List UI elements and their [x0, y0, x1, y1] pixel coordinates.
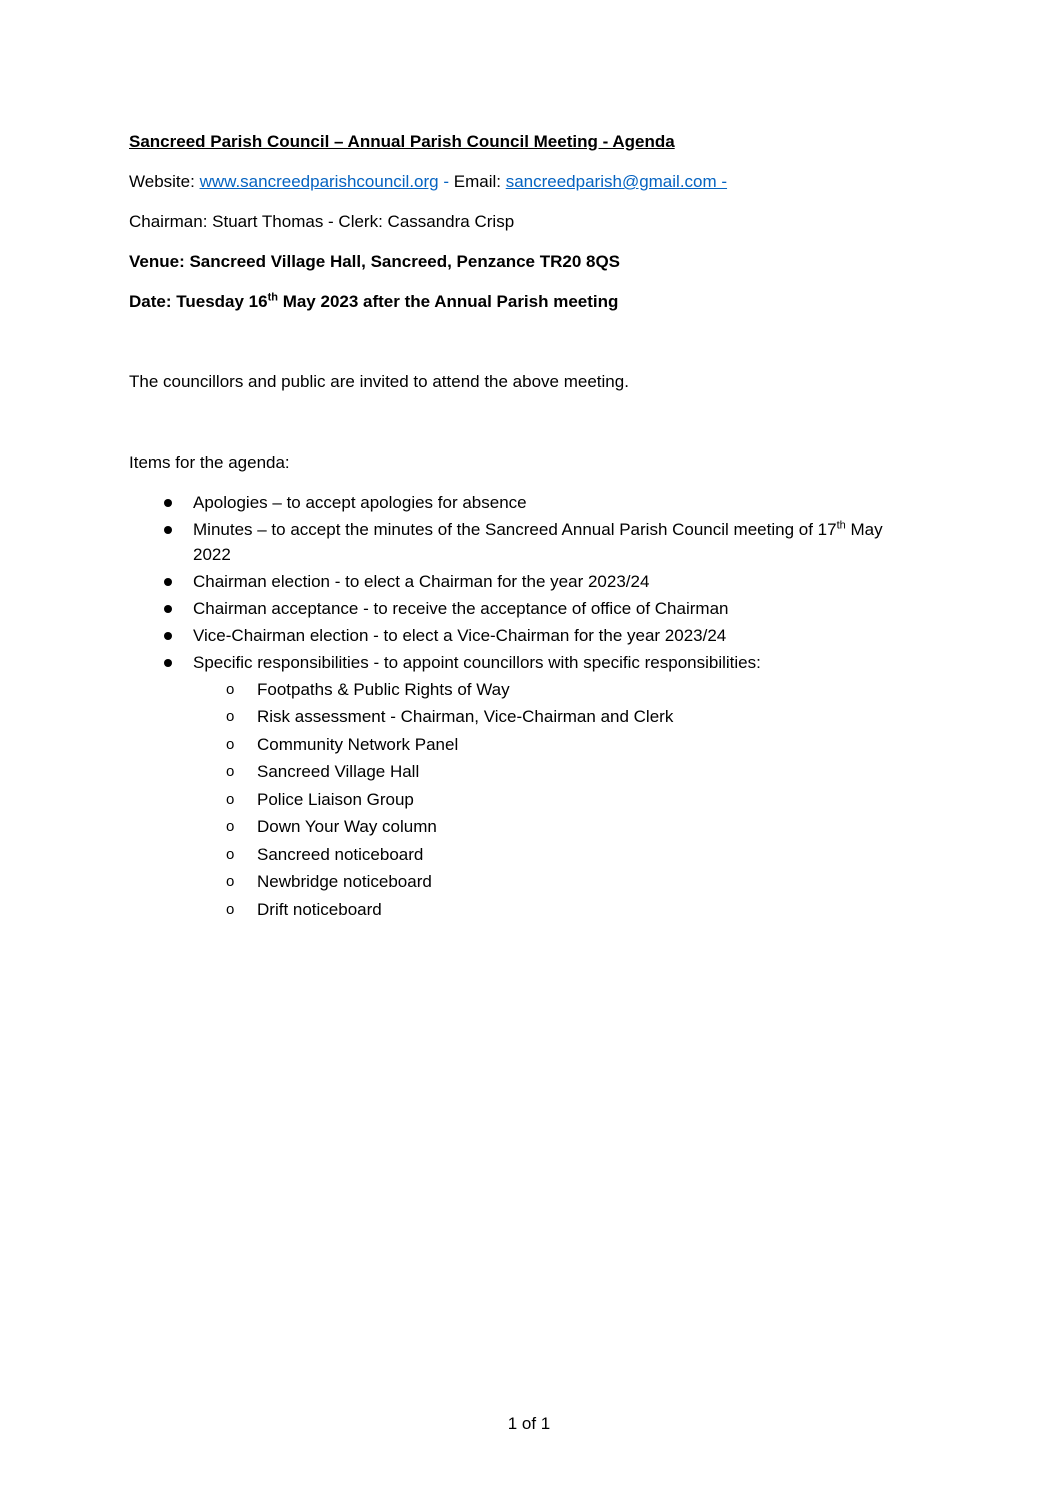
officers-line: Chairman: Stuart Thomas - Clerk: Cassandra Crisp	[129, 212, 515, 231]
subitem-marker: o	[226, 818, 235, 835]
subitem: Risk assessment - Chairman, Vice-Chairman and Clerk	[257, 707, 674, 726]
subitem: Footpaths & Public Rights of Way	[257, 680, 510, 699]
subitem: Police Liaison Group	[257, 790, 414, 809]
subitem: Sancreed noticeboard	[257, 845, 424, 864]
bullet-marker	[164, 578, 172, 586]
bullet-marker	[164, 632, 172, 640]
subitem-marker: o	[226, 681, 235, 698]
agenda-item-text: Minutes – to accept the minutes of the Sancreed Annual Parish Council meeting of 17	[193, 520, 837, 539]
website-link[interactable]: www.sancreedparishcouncil.org	[199, 172, 439, 191]
email-label: Email:	[453, 172, 506, 191]
bullet-marker	[164, 526, 172, 534]
subitem: Drift noticeboard	[257, 900, 382, 919]
subitem-marker: o	[226, 763, 235, 780]
contact-line	[129, 171, 727, 193]
subitem: Down Your Way column	[257, 817, 437, 836]
minutes-month: May	[845, 520, 883, 539]
website-separator: -	[438, 172, 454, 191]
bullet-marker	[164, 659, 172, 667]
website-label: Website:	[129, 172, 200, 191]
invite-text: The councillors and public are invited to attend the above meeting.	[129, 372, 629, 391]
agenda-title: Sancreed Parish Council – Annual Parish Council Meeting - Agenda	[129, 132, 675, 151]
subitem-marker: o	[226, 708, 235, 725]
subitem: Community Network Panel	[257, 735, 459, 754]
page-number: 1 of 1	[507, 1414, 551, 1433]
subitem-marker: o	[226, 791, 235, 808]
agenda-item	[193, 519, 883, 541]
items-heading: Items for the agenda:	[129, 453, 290, 472]
agenda-item: Chairman election - to elect a Chairman for the year 2023/24	[193, 572, 650, 591]
date-prefix: Date: Tuesday 16	[129, 292, 268, 311]
agenda-item-continuation: 2022	[193, 545, 231, 564]
subitem-marker: o	[226, 846, 235, 863]
subitem-marker: o	[226, 873, 235, 890]
agenda-item: Chairman acceptance - to receive the acceptance of office of Chairman	[193, 599, 729, 618]
subitem: Newbridge noticeboard	[257, 872, 432, 891]
minutes-date-sup: th	[836, 519, 846, 532]
email-link[interactable]: sancreedparish@gmail.com -	[505, 172, 728, 191]
agenda-item: Specific responsibilities - to appoint councillors with specific responsibilities:	[193, 653, 761, 672]
agenda-item: Vice-Chairman election - to elect a Vice-Chairman for the year 2023/24	[193, 626, 727, 645]
bullet-marker	[164, 605, 172, 613]
date-suffix-sup: th	[267, 291, 278, 304]
subitem-marker: o	[226, 901, 235, 918]
date-line	[129, 291, 618, 313]
subitem-marker: o	[226, 736, 235, 753]
venue-line: Venue: Sancreed Village Hall, Sancreed, Penzance TR20 8QS	[129, 252, 621, 271]
agenda-item: Apologies – to accept apologies for absence	[193, 493, 527, 512]
subitem: Sancreed Village Hall	[257, 762, 420, 781]
bullet-marker	[164, 499, 172, 507]
date-rest: May 2023 after the Annual Parish meeting	[277, 292, 619, 311]
